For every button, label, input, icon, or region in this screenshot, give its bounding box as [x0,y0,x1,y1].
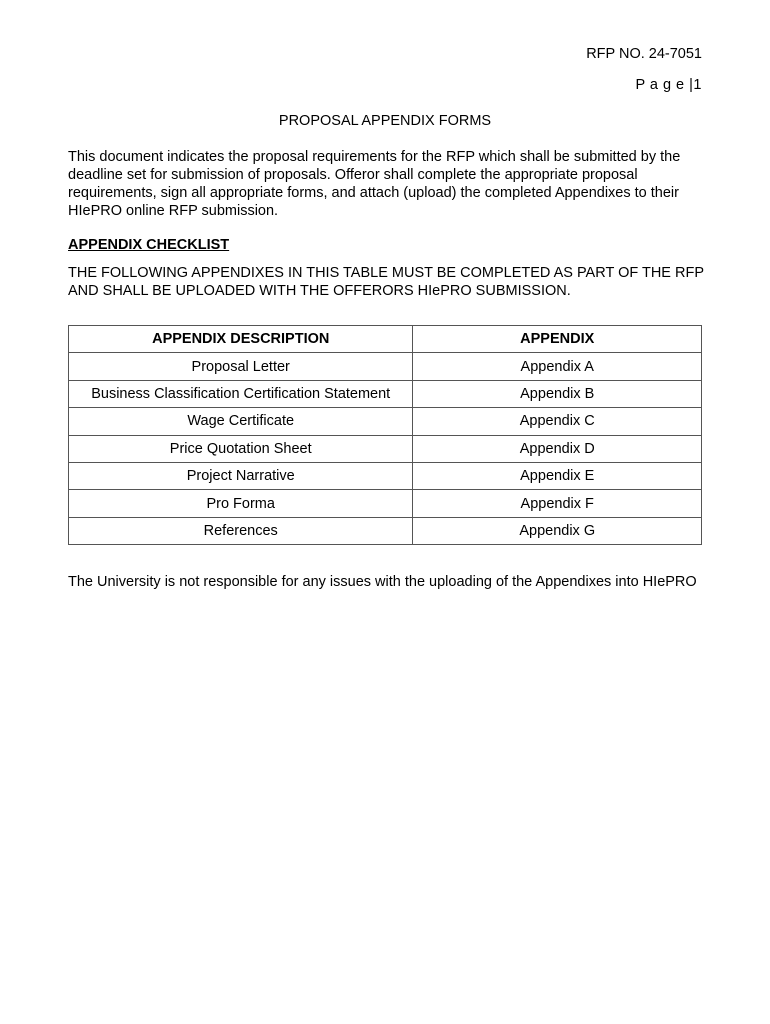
appendix-cell: Appendix B [413,380,702,407]
rfp-number: RFP NO. 24-7051 [586,46,702,62]
description-cell: Wage Certificate [69,408,413,435]
appendix-cell: Appendix E [413,462,702,489]
table-row [69,435,702,462]
appendix-table [68,325,702,545]
column-header-appendix: APPENDIX [413,326,702,353]
appendix-cell: Appendix A [413,353,702,380]
checklist-instruction: THE FOLLOWING APPENDIXES IN THIS TABLE MUST BE COMPLETED AS PART OF THE RFP AND SHALL BE UPLOADED WITH THE OFFERORS HIePRO SUBMISSION. [68,265,704,299]
column-header-description: APPENDIX DESCRIPTION [69,326,413,353]
intro-paragraph: This document indicates the proposal requirements for the RFP which shall be submitted by the deadline set for submission of proposals. Offeror shall complete the appropriate proposal requirements, sign all appropriate forms, and attach (upload) the completed Appendixes to their HIePRO online RFP submission. [68,149,681,219]
checklist-heading: APPENDIX CHECKLIST [68,237,230,253]
description-cell: Price Quotation Sheet [69,435,413,462]
appendix-cell: Appendix G [413,517,702,544]
table-row [69,408,702,435]
description-cell: Pro Forma [69,490,413,517]
description-cell: Proposal Letter [69,353,413,380]
document-title: PROPOSAL APPENDIX FORMS [278,113,492,129]
footer-note: The University is not responsible for any issues with the uploading of the Appendixes into HIePRO [68,574,697,590]
table-row [69,490,702,517]
table-row [69,517,702,544]
appendix-cell: Appendix F [413,490,702,517]
table-header-row [69,326,702,353]
description-cell: Project Narrative [69,462,413,489]
appendix-cell: Appendix C [413,408,702,435]
table-row [69,353,702,380]
appendix-cell: Appendix D [413,435,702,462]
table-row [69,380,702,407]
description-cell: References [69,517,413,544]
description-cell: Business Classification Certification Statement [69,380,413,407]
page-number: P a g e |1 [635,77,702,93]
table-row [69,462,702,489]
